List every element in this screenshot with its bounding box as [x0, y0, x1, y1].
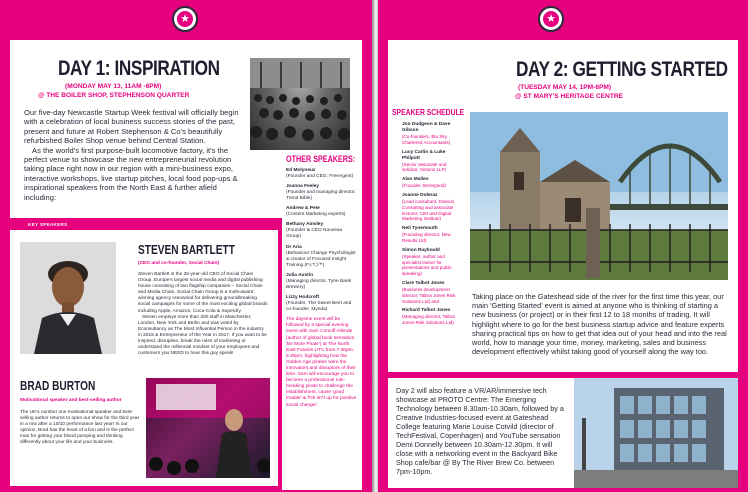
brad-name: BRAD BURTON	[20, 378, 96, 393]
list-item: Lucy Carlin & Luke Philpott (Senior associate and solicitor, Sintons LLP)	[402, 149, 447, 173]
building-illustration	[574, 378, 738, 488]
day2-vr-text: Day 2 will also feature a VR/AR/immersive tech showcase at PROTO Centre: The Emerging Technology between 8.30am-10.30am, followed by a Creative Industries-focused event at Gateshead College featuring Marie Louise Cotvild (director of TechFestival, Copenhagen) and YouTube sensation Demi Donnelly between 10.30am-12.30pm. It will close with a networking event in the Backyard Bike Shop cafe/bar @ By The River Brew Co. between 7pm-10pm.	[396, 386, 564, 476]
steven-bio-p1: Steven Bartlett is the 26-year-old CEO of Social Chain Group. Europe's largest social media and digital publishing house consisting of two flagship companies – Social Chain and Media Chain. Social Chain Group is a multi-award winning agency renowned for delivering groundbreaking social campaigns for some of the most exciting global brands including Apple, Amazon, Coca-Cola & Superdry.	[138, 272, 268, 314]
stage-illustration	[146, 378, 270, 478]
list-item: Neil Tynemouth (Founding director, New Results Ltd)	[402, 226, 451, 243]
brad-bio: The UK's number one motivational speaker and best-selling author returns to open our show for the third year in a row after a 10/10 performance last year! In our opinion, Brad has the heart of a lion and is the perfect man for getting your blood pumping and thinking differently about your life and your business.	[20, 410, 140, 446]
day2-main-text: Taking place on the Gateshead side of the river for the first time this year, our main 'Getting Started' event is aimed at anyone who is thinking of starting a new business (or project) or in their first 12 to 18 months of trading. It will highlight where to go for the best business startup advice and feature experts sharing practical tips on how to get that idea out of your head and into the real world, how to manage your time, money, marketing, sales and business development effectively whilst taking good of yourself along the way too.	[472, 292, 727, 357]
star-icon: ★	[177, 11, 193, 27]
list-item: Clare Talbot Jones (Business development director, Talbot Jones Risk Solutions Ltd) and	[402, 280, 456, 304]
list-item: Julia Austin (Managing director, Tyne Bank Brewery)	[286, 272, 351, 290]
left-page	[0, 0, 372, 492]
day1-title: DAY 1: INSPIRATION	[58, 57, 220, 80]
speaker-schedule-list	[402, 122, 462, 330]
list-item: Andrew & Pete (Content Marketing experts)	[286, 206, 346, 218]
steven-bio	[138, 272, 268, 357]
intro-paragraph-1: Our five-day Newcastle Startup Week festival will officially begin with a celebration of local business success stories of the past, present and future at Robert Stephenson & Co's beautifully refurbished Boiler Shop venue behind Central Station.	[24, 108, 239, 146]
key-speakers-panel	[10, 230, 278, 486]
proto-centre-building-photo	[574, 378, 738, 488]
star-icon: ★	[543, 11, 559, 27]
list-item: Jon Dudgeon & Dave Gibson (Co-founders, Blu Sky Chartered Accountants)	[402, 122, 451, 145]
day2-panel	[388, 40, 738, 372]
church-bridge-illustration	[470, 112, 728, 280]
startup-week-logo	[172, 6, 198, 32]
list-item: Dr Aria (Behaviour Change Psychologist & creator of Focused Insight Training (F.I.T.)™)	[286, 244, 356, 268]
day1-venue: @ THE BOILER SHOP, STEPHENSON QUARTER	[38, 92, 190, 99]
steven-bartlett-photo	[20, 242, 116, 354]
list-item: Joanna Feeley (Founder and managing director, Trend Bible)	[286, 184, 356, 202]
day2-title: DAY 2: GETTING STARTED	[516, 58, 728, 81]
brad-role: Motivational speaker and best-selling author	[20, 398, 122, 403]
evening-event-text: The daytime event will be followed by a special evening event with Sam Conniff Allende (author of global book sensation 'Be More Pirate') at The North East Futures UTC from 7.30pm-9.30pm, highlighting how the Golden Age pirates were the innovators and disruptors of their time. Sam will encourage you to become a professional rule-breaking pirate to challenge the establishment, cause 'good trouble' & f*ck sh*t up for positive social change!	[286, 317, 357, 408]
st-marys-heritage-centre-photo	[470, 112, 728, 280]
steven-bio-p2: Steven employs more than 200 staff in Manchester, London, New York and Berlin and was voted by Econsultancy as The Most Influential Person in the industry in 2018 & Entrepreneur of the Year in 2017. If you want to be inspired, disruptive, break the rules of marketing or understand the millennial mindset of your employees and customers you NEED to hear this guy speak!	[138, 314, 267, 357]
portrait-illustration	[20, 242, 116, 354]
list-item: Simon Raybould (Speaker, author and specialist trainer for presentations and public speaking)	[402, 247, 452, 277]
other-speakers-panel	[282, 150, 362, 490]
steven-name: STEVEN BARTLETT	[138, 242, 235, 257]
other-speakers-title: OTHER SPEAKERS:	[286, 154, 356, 164]
boiler-shop-crowd-photo	[250, 58, 350, 150]
day1-intro-text	[24, 108, 246, 202]
list-item: Alan Malleo (Founder, Breergood)	[402, 177, 446, 189]
list-item: Joanne Doleraz (Lead consultant, Dolecal Consulting and associate lecturer, CIM and Digital Marketing Institute)	[402, 192, 454, 222]
list-item: Ed Molyneux (Founder and CEO, FreeAgent)	[286, 168, 354, 179]
right-page	[378, 0, 748, 492]
list-item: Lizzy Hodcroft (Founder, The Sweet Beet and co-founder, Mynda)	[286, 295, 352, 313]
brad-burton-stage-photo	[146, 378, 270, 478]
list-item: Bethany Ainsley (Founder & CEO Nouveau Group)	[286, 222, 343, 240]
day2-date: (TUESDAY MAY 14, 1PM-6PM)	[518, 84, 612, 91]
key-speakers-label: KEY SPEAKERS	[28, 222, 68, 227]
startup-week-logo-right	[538, 6, 564, 32]
other-speakers-list	[286, 168, 358, 409]
day2-extra-panel	[388, 378, 738, 488]
steven-role: (CEO and co-founder, Social Chain)	[138, 261, 220, 266]
list-item: Richard Talbot Jones (Managing director, Talbot Jones Risk Solutions Ltd)	[402, 308, 455, 326]
crowd-illustration	[250, 58, 350, 150]
day1-date: (MONDAY MAY 13, 11AM -6PM)	[65, 83, 162, 90]
day2-venue: @ ST MARY'S HERITAGE CENTRE	[515, 93, 624, 100]
speaker-schedule-title: SPEAKER SCHEDULE	[392, 108, 465, 117]
intro-paragraph-2: As the world's first purpose-built locomotive factory, it's the perfect venue to showcase the new entrepreneurial revolution taking place right now in our region with a mini-business expo, interactive workshops, live startup pitches, local food pop-ups & inspirational speakers from the North East & further afield including:	[24, 145, 238, 202]
